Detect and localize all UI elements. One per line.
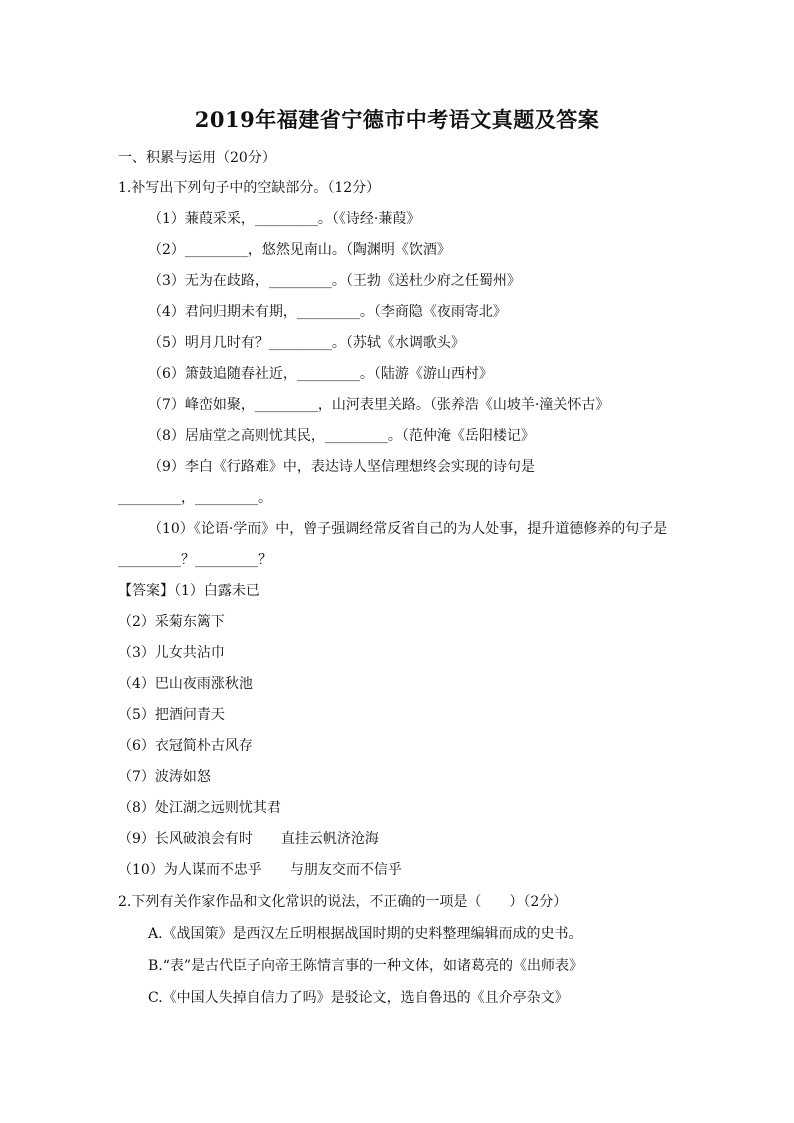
question-1-item: （3）无为在歧路，_________。（王勃《送杜少府之任蜀州》 bbox=[148, 273, 521, 289]
question-1-item: （1）蒹葭采采，_________。（《诗经·蒹葭》 bbox=[148, 211, 421, 227]
question-1-item: （6）箫鼓追随春社近，_________。（陆游《游山西村》 bbox=[148, 366, 493, 382]
question-2-option: A.《战国策》是西汉左丘明根据战国时期的史料整理编辑而成的史书。 bbox=[148, 926, 583, 942]
question-1-item: （4）君问归期未有期，_________。（李商隐《夜雨寄北》 bbox=[148, 304, 507, 320]
answer-line: （6）衣冠简朴古风存 bbox=[118, 738, 253, 754]
question-1-item: （2）_________，悠然见南山。（陶渊明《饮酒》 bbox=[148, 242, 451, 258]
answer-line: （9）长风破浪会有时 直挂云帆济沧海 bbox=[118, 831, 379, 847]
question-1-item: （8）居庙堂之高则忧其民，_________。（范仲淹《岳阳楼记》 bbox=[148, 428, 535, 444]
question-1-item: （9）李白《行路难》中，表达诗人坚信理想终会实现的诗句是 bbox=[148, 459, 535, 475]
question-1-item-continuation: _________？_________？ bbox=[118, 552, 272, 568]
answer-line: （3）儿女共沾巾 bbox=[118, 645, 225, 661]
answer-line: （8）处江湖之远则忧其君 bbox=[118, 800, 281, 816]
question-2-option: C.《中国人失掉自信力了吗》是驳论文，选自鲁迅的《且介亭杂文》 bbox=[148, 990, 569, 1006]
question-1-item: （7）峰峦如聚，_________，山河表里关路。（张养浩《山坡羊·潼关怀古》 bbox=[148, 397, 610, 413]
question-1-item-continuation: _________，_________。 bbox=[118, 490, 272, 506]
question-1-stem: 1.补写出下列句子中的空缺部分。（12分） bbox=[118, 180, 381, 196]
answer-line: （2）采菊东篱下 bbox=[118, 614, 225, 630]
question-2-option: B.“表”是古代臣子向帝王陈情言事的一种文体，如诸葛亮的《出师表》 bbox=[148, 958, 584, 974]
answer-line: （10）为人谋而不忠乎 与朋友交而不信乎 bbox=[118, 862, 402, 878]
question-1-item: （10）《论语·学而》中，曾子强调经常反省自己的为人处事，提升道德修养的句子是 bbox=[148, 521, 668, 537]
question-2-stem: 2.下列有关作家作品和文化常识的说法，不正确的一项是（ ）（2分） bbox=[118, 894, 568, 910]
answer-line: 【答案】（1）白露未已 bbox=[118, 583, 260, 599]
question-1-item: （5）明月几时有？_________。（苏轼《水调歌头》 bbox=[148, 335, 465, 351]
answer-line: （5）把酒问青天 bbox=[118, 707, 225, 723]
page-title: 2019年福建省宁德市中考语文真题及答案 bbox=[194, 107, 600, 132]
answer-line: （4）巴山夜雨涨秋池 bbox=[118, 676, 253, 692]
answer-line: （7）波涛如怒 bbox=[118, 769, 211, 785]
section-heading: 一、积累与运用（20分） bbox=[118, 150, 276, 166]
